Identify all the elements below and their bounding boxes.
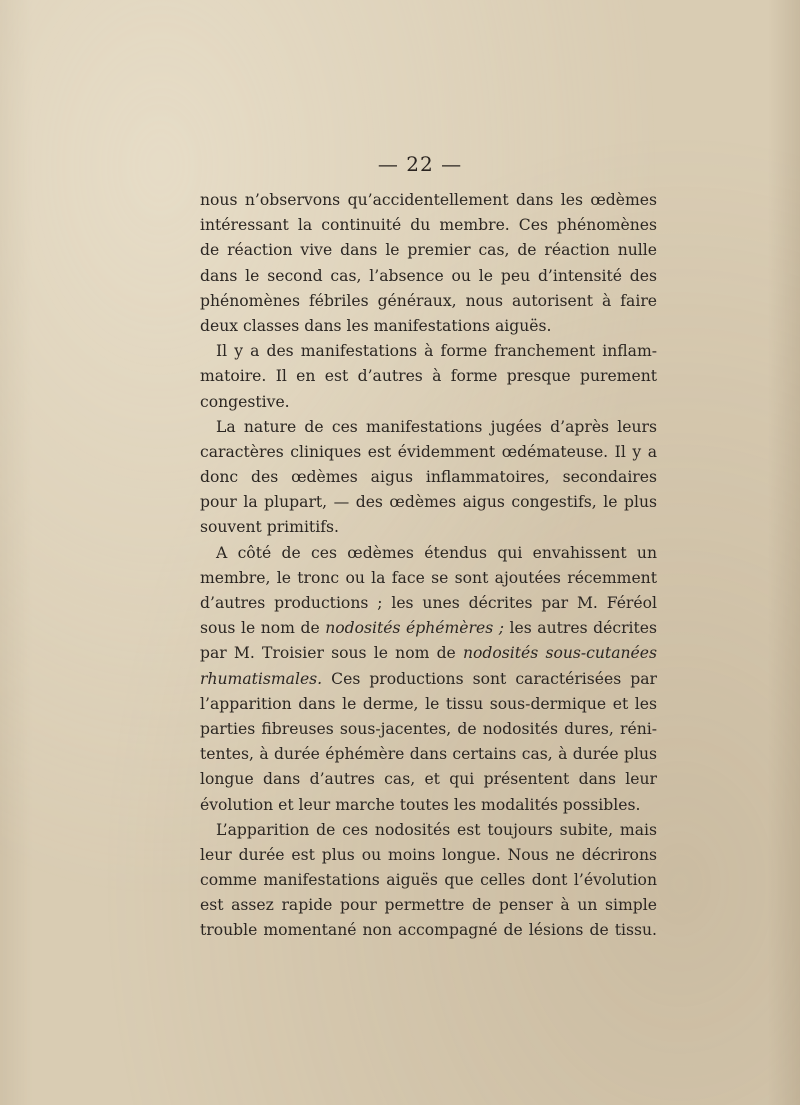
text-line: de réaction vive dans le premier cas, de réaction nulle: [200, 241, 657, 260]
text-line: L’apparition de ces nodosités est toujours subite, mais: [216, 820, 657, 839]
text-run: les autres décrites: [504, 619, 658, 638]
text-line: deux classes dans les manifestations aiguës.: [200, 316, 552, 335]
text-line: évolution et leur marche toutes les modalités possibles.: [200, 795, 641, 814]
text-line: membre, le tronc ou la face se sont ajoutées récemment: [200, 568, 657, 587]
italic-term: nodosités éphémères ;: [325, 619, 505, 638]
paragraph-5: [200, 818, 657, 944]
text-line: comme manifestations aiguës que celles dont l’évolution: [200, 871, 657, 890]
text-line: A côté de ces œdèmes étendus qui envahissent un: [216, 543, 657, 562]
text-line: l’apparition dans le derme, le tissu sous-dermique et les: [200, 694, 657, 713]
text-line: congestive.: [200, 392, 290, 411]
text-line: Il y a des manifestations à forme franchement inflam-: [216, 342, 657, 361]
text-run: Ces productions sont caractérisées par: [322, 669, 657, 688]
paragraph-4: [200, 541, 657, 818]
page-number: — 22 —: [377, 152, 463, 176]
text-line: tentes, à durée éphémère dans certains cas, à durée plus: [200, 745, 657, 764]
text-line: [200, 641, 657, 666]
text-line: trouble momentané non accompagné de lésions de tissu.: [200, 921, 657, 940]
text-line: pour la plupart, — des œdèmes aigus congestifs, le plus: [200, 493, 657, 512]
text-line: parties fibreuses sous-jacentes, de nodosités dures, réni-: [200, 719, 657, 738]
paragraph-1: [200, 188, 657, 339]
text-line: La nature de ces manifestations jugées d’après leurs: [216, 417, 657, 436]
paragraph-3: [200, 415, 657, 541]
text-line: donc des œdèmes aigus inflammatoires, secondaires: [200, 468, 657, 487]
text-line: d’autres productions ; les unes décrites par M. Féréol: [200, 594, 657, 612]
body-text: [200, 188, 657, 944]
text-run: sous le nom de: [200, 619, 326, 638]
text-line: matoire. Il en est d’autres à forme presque purement: [200, 367, 657, 386]
italic-term: rhumatismales.: [200, 669, 323, 688]
text-line: longue dans d’autres cas, et qui présentent dans leur: [200, 770, 657, 789]
text-line: est assez rapide pour permettre de penser à un simple: [200, 896, 657, 915]
text-line: dans le second cas, l’absence ou le peu d’intensité des: [200, 266, 657, 285]
text-line: leur durée est plus ou moins longue. Nous ne décrirons: [200, 845, 657, 864]
italic-term: nodosités sous-cutanées: [462, 644, 657, 663]
text-line: [200, 616, 657, 641]
paragraph-2: [200, 339, 657, 415]
text-line: phénomènes fébriles généraux, nous autorisent à faire: [200, 291, 657, 310]
text-line: souvent primitifs.: [200, 518, 339, 537]
text-line: caractères cliniques est évidemment œdémateuse. Il y a: [200, 442, 657, 461]
text-line: intéressant la continuité du membre. Ces phénomènes: [200, 216, 657, 235]
text-run: par M. Troisier sous le nom de: [200, 644, 463, 663]
text-line: nous n’observons qu’accidentellement dans les œdèmes: [200, 191, 657, 209]
text-line: [200, 667, 657, 692]
